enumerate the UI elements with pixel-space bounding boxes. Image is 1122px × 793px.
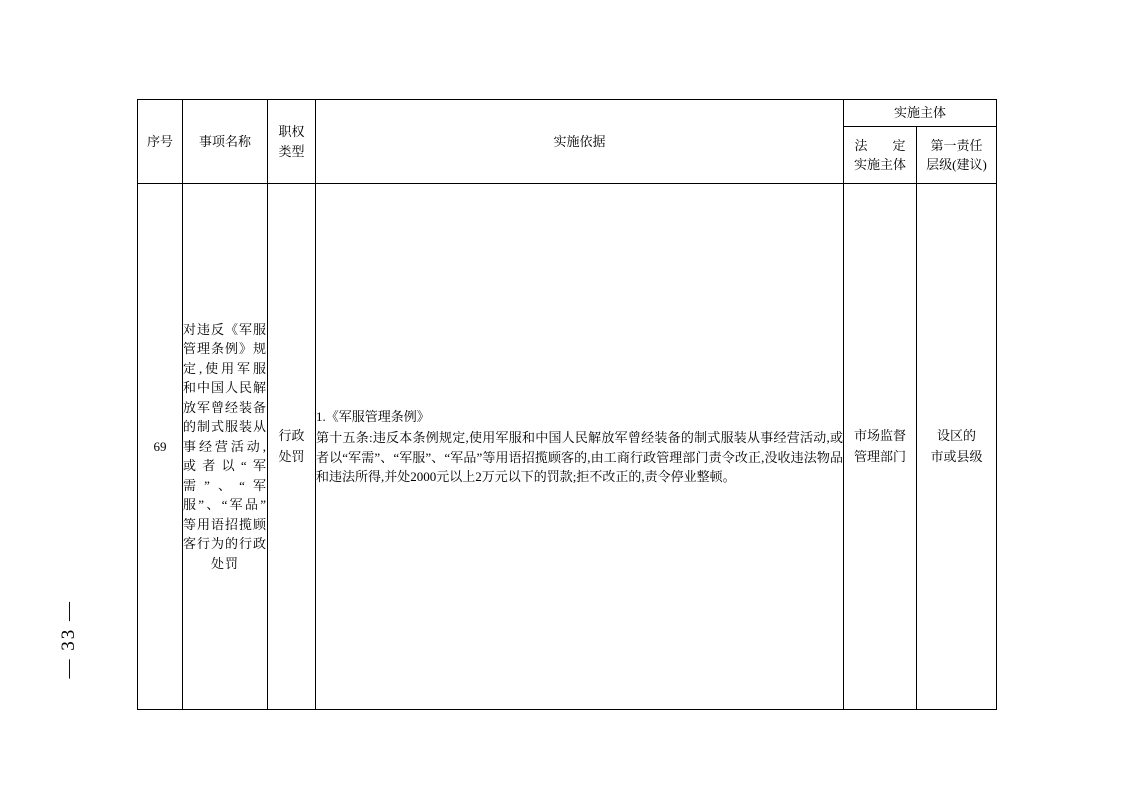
- table-row: [138, 184, 997, 710]
- cell-basis-text: 第十五条:违反本条例规定,使用军服和中国人民解放军曾经装备的制式服装从事经营活动,或者以“军需”、“军服”、“军品”等用语招揽顾客的,由工商行政管理部门责令改正,没收违法物品和违法所得,并处2000元以上2万元以下的罚款;拒不改正的,责令停业整顿。: [316, 430, 843, 484]
- cell-type: [268, 184, 316, 710]
- column-header-level-line1: 第一责任: [930, 137, 983, 153]
- cell-basis: [316, 184, 844, 710]
- cell-type-line1: 行政: [278, 427, 305, 443]
- cell-level-line1: 设区的: [937, 427, 977, 443]
- cell-name: [183, 184, 268, 710]
- column-header-legal-subject-line2: 实施主体: [853, 157, 906, 172]
- column-header-legal-subject: [844, 127, 917, 184]
- catalog-table-wrapper: [137, 99, 985, 710]
- column-header-basis: 实施依据: [316, 100, 844, 184]
- cell-name-text: 对违反《军服管理条例》规定,使用军服和中国人民解放军曾经装备的制式服装从事经营活动,或者以“军需”、“军服”、“军品”等用语招揽顾客行为的行政处罚: [183, 321, 268, 571]
- cell-legal-subject-line1: 市场监督: [853, 427, 906, 443]
- page-number: — 33 —: [58, 600, 79, 679]
- cell-level: [917, 184, 997, 710]
- cell-legal-subject: [844, 184, 917, 710]
- column-header-legal-subject-line1: 法 定: [854, 137, 912, 153]
- cell-basis-title: 1.《军服管理条例》: [316, 408, 430, 424]
- cell-level-line2: 市或县级: [930, 448, 983, 464]
- cell-legal-subject-line2: 管理部门: [853, 448, 906, 464]
- column-header-level: [917, 127, 997, 184]
- column-header-level-line2: 层级(建议): [926, 157, 987, 172]
- catalog-table: [137, 99, 997, 710]
- column-header-seq: 序号: [138, 100, 183, 184]
- cell-seq: 69: [138, 184, 183, 710]
- column-header-type-line1: 职权: [278, 124, 305, 139]
- column-header-type: [268, 100, 316, 184]
- column-header-name: 事项名称: [183, 100, 268, 184]
- column-header-subject-group: 实施主体: [844, 100, 997, 127]
- cell-type-line2: 处罚: [278, 448, 305, 464]
- table-header-row-top: [138, 100, 997, 127]
- column-header-type-line2: 类型: [278, 143, 305, 159]
